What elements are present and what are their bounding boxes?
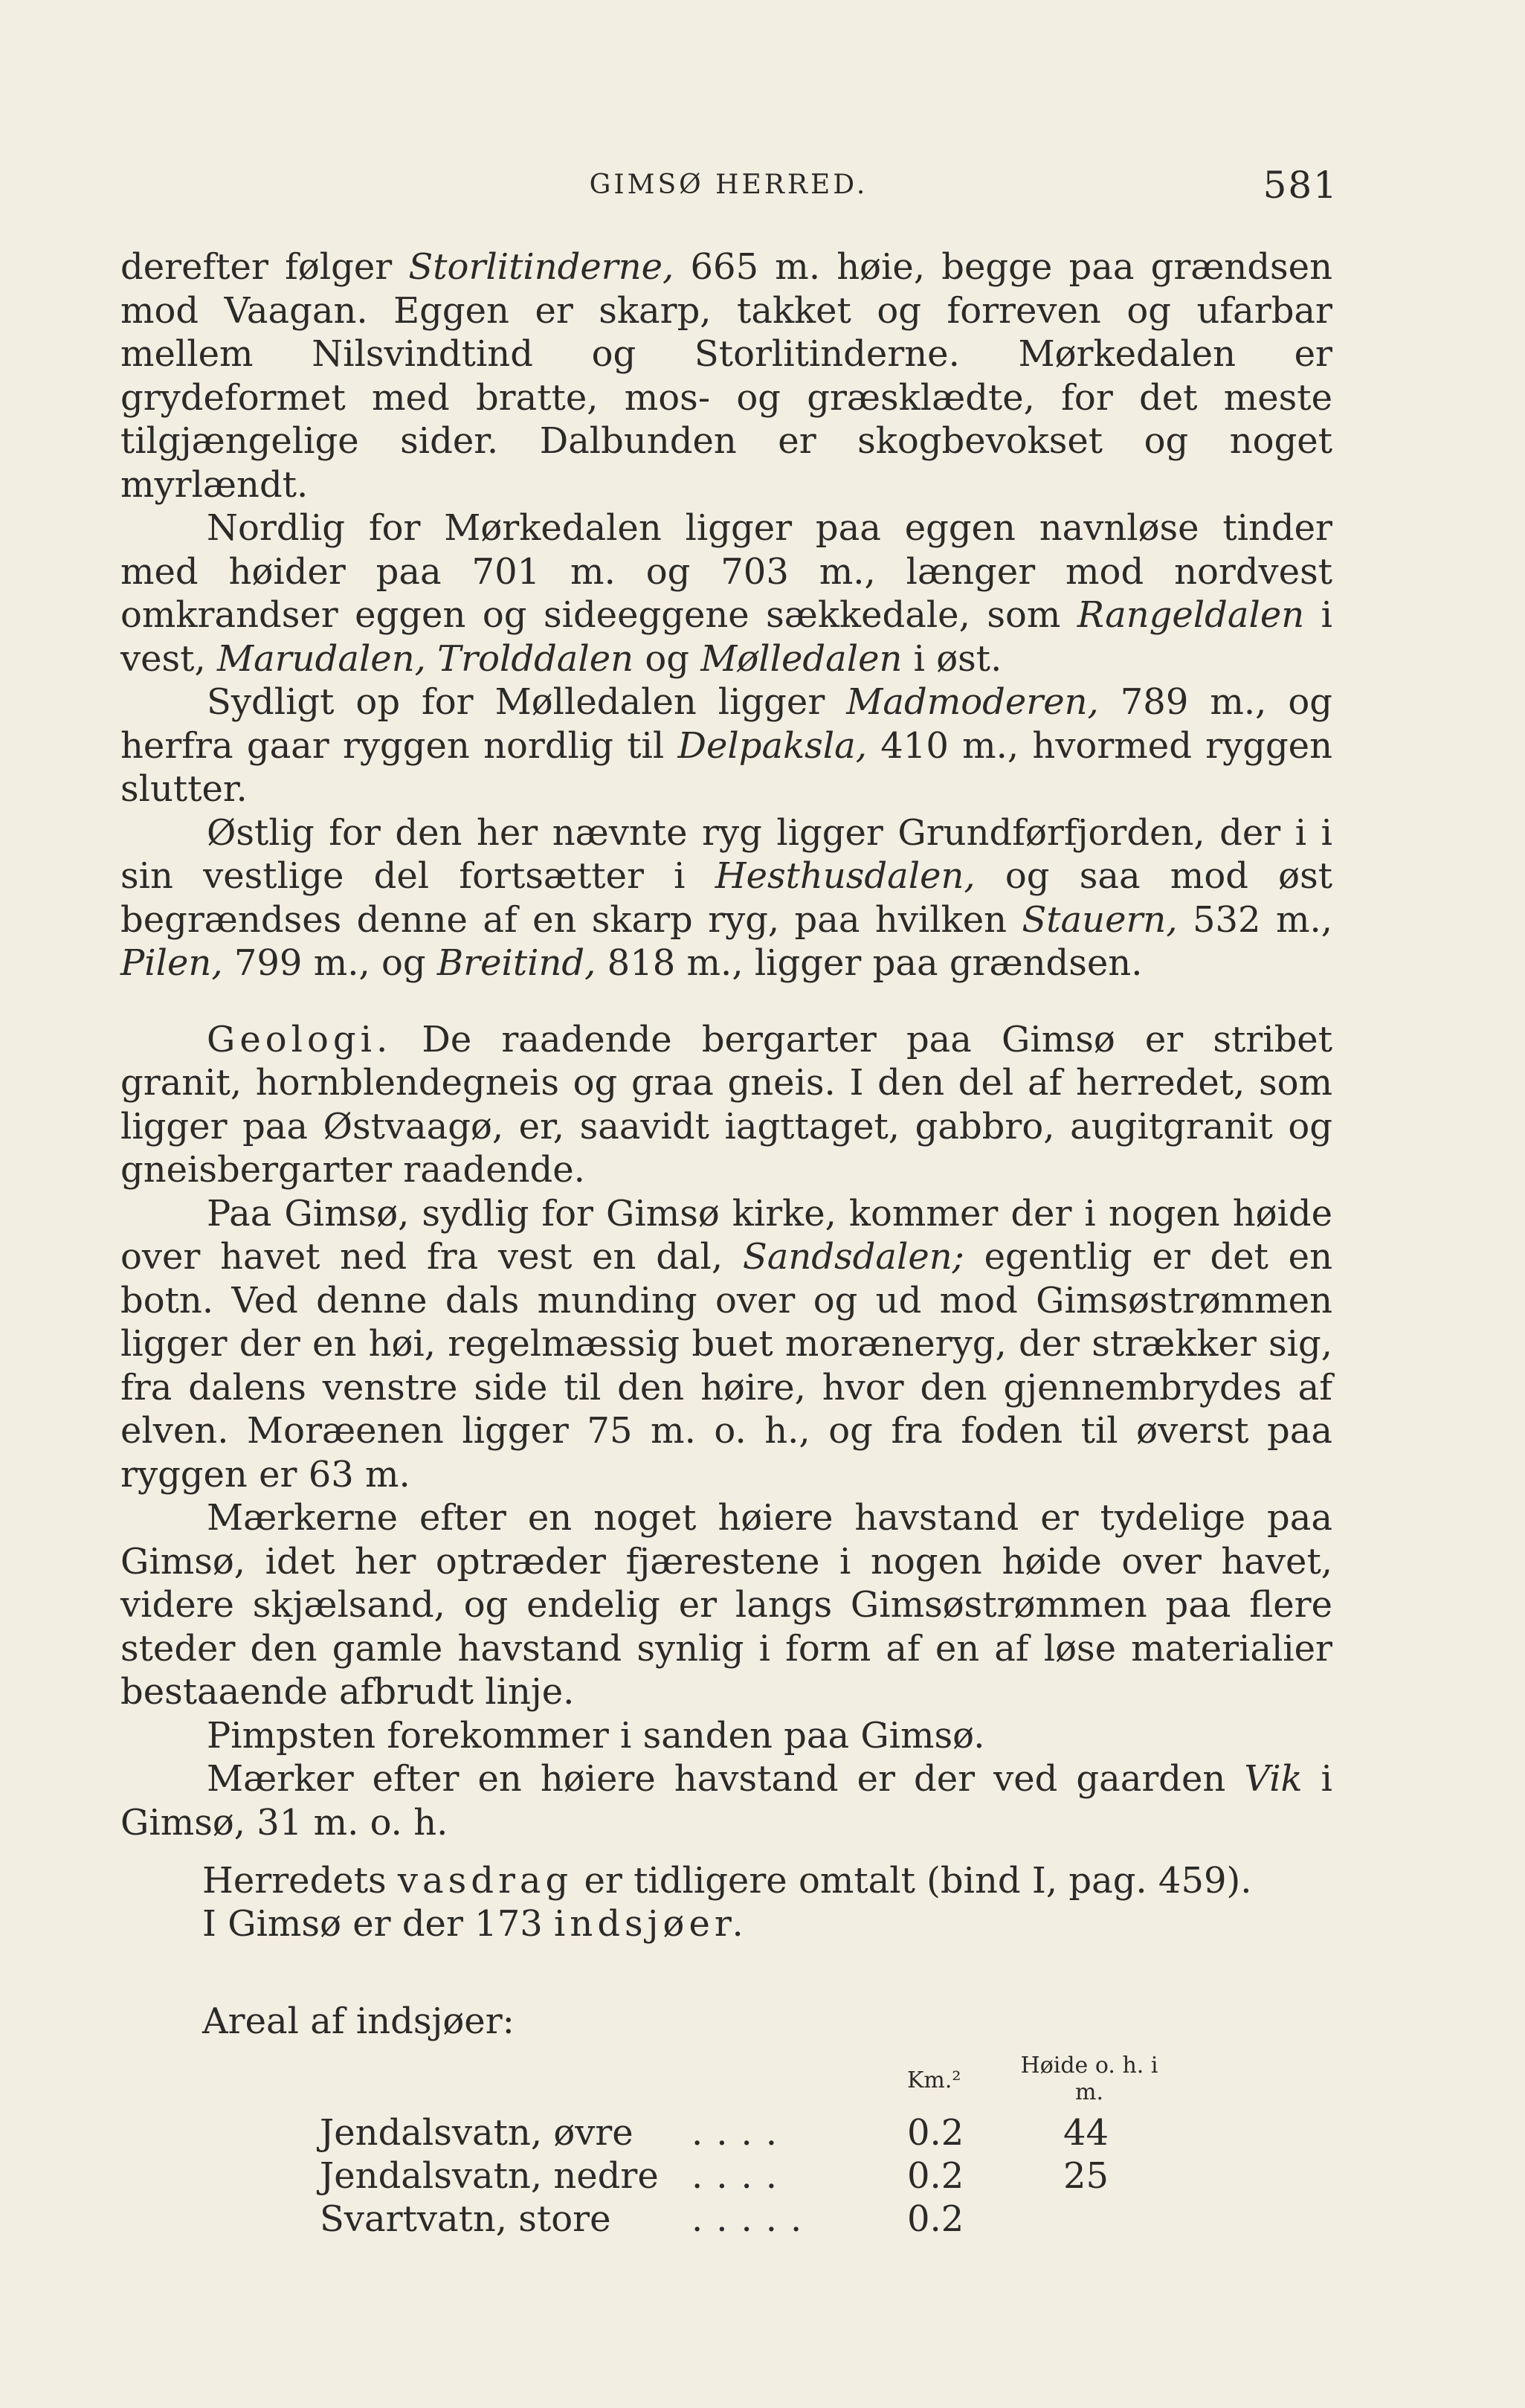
lakes-line-2: I Gimsø er der 173 indsjøer. [202,1903,748,1945]
paragraph-1: derefter følger Storlitinderne, 665 m. høie, begge paa grændsen mod Vaagan. Eggen er skarp, takket og forreven og ufarbar mellem Nilsvindtind og Storlitinderne. Mørkedalen er grydeformet med bratte, mos- og græsklædte, for det meste tilgjængelige sider. Dalbunden er skogbevokset og noget myrlændt. [120,246,1333,506]
table-row [320,2112,1212,2155]
lake-height: 25 [1063,2155,1109,2197]
lake-area: 0.2 [907,2112,964,2154]
column-header-km: Km.² [907,2067,961,2093]
lake-height: 44 [1063,2112,1109,2154]
lake-name: Jendalsvatn, nedre [320,2155,659,2197]
paragraph-8: Pimpsten forekommer i sanden paa Gimsø. [207,1714,985,1757]
table-title: Areal af indsjøer: [202,2000,515,2042]
running-header [119,164,1338,207]
leader-dots: ..... [691,2198,816,2240]
paragraph-7: Mærkerne efter en noget høiere havstand er tydelige paa Gimsø, idet her optræder fjærestene i nogen høide over havet, videre skjælsand, og endelig er langs Gimsøstrømmen paa flere steder den gamle havstand synlig i form af en af løse materialier bestaaende afbrudt linje. [120,1497,1332,1713]
lakes-intro [202,1859,1252,1945]
leader-dots: .... [691,2155,791,2197]
leader-dots: .... [691,2112,791,2154]
paragraph-4: Østlig for den her nævnte ryg ligger Grundførfjorden, der i i sin vestlige del fortsætter i Hesthusdalen, og saa mod øst begrændses denne af en skarp ryg, paa hvilken Stauern, 532 m., Pilen, 799 m., og Breitind, 818 m., ligger paa grændsen. [120,811,1332,984]
lakes-line-1: Herredets vasdrag er tidligere omtalt (bind I, pag. 459). [202,1860,1252,1902]
header-title: GIMSØ HERRED. [589,170,868,200]
paragraph-6: Paa Gimsø, sydlig for Gimsø kirke, kommer der i nogen høide over havet ned fra vest en dal, Sandsdalen; egentlig er det en botn. Ved denne dals munding over og ud mod Gimsøstrømmen ligger der en høi, regelmæssig buet moræneryg, der strækker sig, fra dalens venstre side til den høire, hvor den gjennembrydes af elven. Moræenen ligger 75 m. o. h., og fra foden til øverst paa ryggen er 63 m. [120,1192,1333,1496]
section-heading-geologi: Geologi. [207,1018,393,1060]
lake-name: Jendalsvatn, øvre [320,2112,633,2154]
lake-name: Svartvatn, store [320,2198,611,2240]
paragraph-9: Mærker efter en høiere havstand er der ved gaarden Vik i Gimsø, 31 m. o. h. [120,1758,1333,1844]
column-header-height: Høide o. h. i m. [1020,2053,1158,2105]
main-text [120,245,1332,1844]
paragraph-3: Sydligt op for Mølledalen ligger Madmoderen, 789 m., og herfra gaar ryggen nordlig til Delpaksla, 410 m., hvormed ryggen slutter. [120,681,1333,810]
page-number: 581 [1263,164,1338,207]
lake-area: 0.2 [907,2155,964,2197]
paragraph-2: Nordlig for Mørkedalen ligger paa eggen navnløse tinder med høider paa 701 m. og 703 m., længer mod nordvest omkrandser eggen og sideeggene sækkedale, som Rangeldalen i vest, Marudalen, Trolddalen og Mølledalen i øst. [120,507,1332,680]
table-row [320,2155,1212,2198]
paragraph-geologi: Geologi. De raadende bergarter paa Gimsø er stribet granit, hornblendegneis og graa gneis. I den del af herredet, som ligger paa Østvaagø, er, saavidt iagttaget, gabbro, augitgranit og gneisbergarter raadende. [120,1018,1332,1191]
table-row [320,2198,1212,2241]
lake-area: 0.2 [907,2198,964,2240]
